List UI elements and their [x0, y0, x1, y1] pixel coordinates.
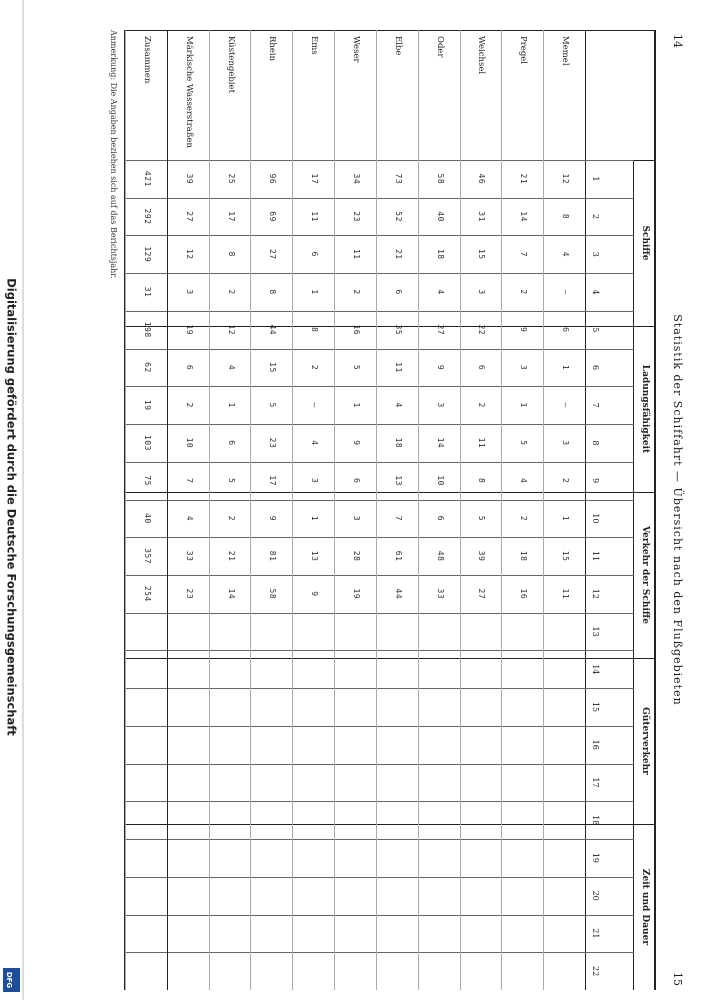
table-cell: 1 — [352, 402, 361, 408]
table-cell: 421 — [142, 170, 152, 187]
scan-edge — [22, 0, 24, 1000]
table-cell: 14 — [519, 211, 529, 222]
column-divider — [126, 726, 634, 727]
table-cell: 8 — [477, 478, 487, 484]
table-cell: 11 — [310, 211, 320, 222]
column-header: 21 — [591, 928, 600, 939]
table-cell: 27 — [435, 324, 445, 336]
table-cell: 5 — [268, 402, 278, 408]
row-rule — [292, 30, 293, 990]
table-cell: 8 — [268, 289, 278, 295]
table-cell: 4 — [393, 402, 403, 408]
page-title: Statistik der Schiffahrt — Übersicht nach den Flußgebieten — [671, 314, 684, 706]
table-cell: 4 — [519, 478, 529, 484]
column-header: 7 — [591, 402, 600, 408]
column-divider — [126, 915, 634, 916]
table-cell: 2 — [310, 364, 320, 371]
column-header: 16 — [591, 739, 600, 750]
row-rule — [209, 30, 210, 990]
table-cell: 40 — [435, 211, 445, 222]
column-divider — [126, 801, 634, 802]
table-cell: 15 — [561, 550, 571, 562]
row-rule — [543, 30, 544, 990]
table-cell: 12 — [184, 248, 194, 260]
column-header: 5 — [591, 327, 600, 333]
column-header: 18 — [591, 815, 600, 826]
table-cell: 8 — [310, 327, 320, 333]
rotated-table-sheet — [96, 30, 684, 990]
group-header: Güterverkehr — [640, 707, 650, 775]
column-divider — [126, 877, 634, 878]
row-rule — [167, 30, 168, 990]
table-cell: 4 — [561, 251, 571, 257]
table-cell: 11 — [393, 362, 403, 373]
column-header: 8 — [591, 440, 600, 446]
column-divider — [126, 349, 634, 350]
table-cell: 48 — [435, 550, 445, 562]
table-cell: 16 — [519, 588, 529, 600]
group-divider — [126, 824, 656, 825]
table-top-rule — [654, 30, 656, 990]
column-divider — [126, 575, 634, 576]
table-cell: 5 — [226, 478, 236, 484]
row-rule — [125, 30, 126, 990]
table-cell: 3 — [435, 402, 445, 408]
table-cell: 3 — [310, 478, 320, 484]
table-cell: — — [561, 402, 571, 408]
table-cell: — — [561, 289, 571, 295]
table-cell: 5 — [477, 515, 487, 522]
table-cell: 46 — [477, 173, 487, 185]
table-cell: 19 — [352, 588, 361, 600]
table-cell: 22 — [477, 324, 487, 336]
table-cell: 5 — [519, 440, 529, 446]
table-cell: 9 — [310, 591, 320, 597]
table-cell: 6 — [184, 364, 194, 371]
table-cell: 2 — [226, 515, 236, 522]
table-cell: 4 — [310, 440, 320, 446]
column-header: 19 — [591, 852, 600, 864]
table-cell: 96 — [268, 173, 278, 185]
table-cell: 2 — [561, 478, 571, 484]
table-grid — [96, 30, 684, 990]
table-cell: 14 — [435, 437, 445, 449]
table-cell: 17 — [268, 475, 278, 486]
column-header: 2 — [591, 214, 600, 220]
table-cell: 6 — [435, 515, 445, 522]
column-header: 22 — [591, 966, 600, 977]
row-label: Küstengebiet — [225, 36, 236, 93]
column-header: 11 — [591, 551, 600, 562]
table-cell: 25 — [226, 173, 236, 185]
column-divider — [126, 500, 634, 501]
column-header: 4 — [591, 289, 600, 295]
table-cell: 9 — [352, 440, 361, 446]
row-label: Weichsel — [476, 36, 487, 75]
table-cell: 13 — [310, 550, 320, 562]
table-cell: 81 — [268, 550, 278, 562]
table-cell: 2 — [184, 402, 194, 408]
table-cell: 31 — [142, 286, 152, 298]
column-header: 14 — [591, 664, 600, 675]
table-cell: 198 — [142, 321, 152, 338]
table-cell: 4 — [435, 289, 445, 295]
group-header: Verkehr der Schiffe — [640, 526, 650, 624]
row-rule — [250, 30, 251, 990]
column-header: 10 — [591, 513, 600, 524]
column-divider — [126, 424, 634, 425]
column-header: 17 — [591, 777, 600, 788]
table-cell: 44 — [393, 588, 403, 600]
group-divider — [126, 492, 656, 493]
table-cell: 6 — [226, 440, 236, 446]
row-label: Memel — [560, 36, 571, 66]
table-cell: 3 — [352, 515, 361, 522]
credit-text: Digitalisierung gefördert durch die Deutsche Forschungsgemeinschaft — [4, 278, 19, 736]
table-cell: 15 — [477, 248, 487, 260]
row-label: Rhein — [267, 36, 278, 62]
row-label: Weser — [351, 36, 361, 63]
table-cell: 12 — [226, 324, 236, 336]
column-divider — [126, 462, 634, 463]
row-rule — [418, 30, 419, 990]
row-label: Pregel — [518, 36, 529, 65]
table-cell: 39 — [184, 173, 194, 185]
column-header: 9 — [591, 478, 600, 484]
page-number-right: 15 — [671, 972, 684, 986]
row-rule — [376, 30, 377, 990]
table-cell: 39 — [477, 550, 487, 562]
table-cell: 9 — [268, 515, 278, 522]
group-header: Zeit und Dauer — [640, 868, 650, 946]
group-header: Ladungsfähigkeit — [640, 364, 650, 454]
table-cell: 27 — [477, 588, 487, 600]
column-divider — [126, 273, 634, 274]
table-cell: 6 — [561, 327, 571, 333]
column-divider — [126, 311, 634, 312]
table-cell: 19 — [142, 399, 152, 411]
table-cell: 254 — [142, 585, 152, 602]
table-cell: 1 — [226, 402, 236, 408]
column-divider — [126, 764, 634, 765]
table-cell: 7 — [519, 251, 529, 257]
table-cell: 18 — [519, 550, 529, 562]
column-header: 1 — [591, 176, 600, 182]
row-label: Ems — [309, 36, 320, 55]
column-divider — [126, 537, 634, 538]
table-footnote: Anmerkung: Die Angaben beziehen sich auf das Berichtsjahr. — [109, 30, 118, 279]
table-cell: 34 — [352, 173, 361, 185]
table-cell: 129 — [142, 246, 152, 263]
table-cell: 1 — [519, 402, 529, 408]
table-cell: 73 — [393, 173, 403, 185]
column-header: 12 — [591, 588, 600, 599]
table-cell: 21 — [519, 173, 529, 185]
table-cell: 27 — [184, 211, 194, 222]
table-cell: 9 — [519, 327, 529, 333]
table-cell: 4 — [226, 364, 236, 371]
table-cell: 18 — [435, 248, 445, 260]
table-cell: 12 — [561, 173, 571, 185]
table-cell: 17 — [226, 211, 236, 222]
table-cell: 61 — [393, 550, 403, 562]
table-cell: 1 — [561, 515, 571, 522]
table-cell: 5 — [352, 364, 361, 371]
table-cell: 23 — [352, 211, 361, 222]
column-header: 13 — [591, 626, 600, 637]
table-header-rule — [585, 30, 586, 990]
table-cell: 15 — [268, 362, 278, 373]
table-cell: 2 — [352, 289, 361, 295]
table-cell: 1 — [561, 364, 571, 371]
table-cell: 13 — [393, 475, 403, 486]
table-cell: 31 — [477, 211, 487, 222]
table-cell: 27 — [268, 248, 278, 260]
table-cell: 35 — [393, 324, 403, 336]
table-cell: 8 — [561, 213, 571, 220]
table-cell: 6 — [310, 251, 320, 257]
digitization-credit — [4, 40, 18, 970]
row-label: Märkische Wasserstraßen — [183, 36, 194, 149]
table-cell: 33 — [435, 588, 445, 600]
table-cell: 16 — [352, 324, 361, 336]
column-divider — [126, 198, 634, 199]
column-divider — [126, 650, 634, 651]
table-cell: 9 — [435, 364, 445, 371]
table-cell: 3 — [477, 289, 487, 295]
group-divider — [126, 326, 656, 327]
row-rule — [334, 30, 335, 990]
table-cell: 21 — [393, 248, 403, 260]
column-header: 3 — [591, 251, 600, 257]
table-cell: 75 — [142, 475, 152, 486]
table-cell: 58 — [435, 173, 445, 185]
row-label: Zusammen — [141, 36, 152, 84]
table-cell: 3 — [561, 440, 571, 446]
row-label: Oder — [434, 36, 445, 58]
table-cell: 11 — [561, 588, 571, 600]
row-label: Elbe — [392, 36, 403, 56]
table-cell: 18 — [393, 437, 403, 449]
table-cell: 2 — [477, 402, 487, 408]
column-header: 15 — [591, 701, 600, 713]
column-divider — [126, 613, 634, 614]
column-header: 6 — [591, 364, 600, 371]
column-header: 20 — [591, 890, 600, 901]
table-cell: 292 — [142, 208, 152, 225]
row-rule — [460, 30, 461, 990]
table-cell: 357 — [142, 548, 152, 565]
table-cell: 10 — [435, 475, 445, 486]
table-cell: 7 — [393, 515, 403, 522]
table-cell: 33 — [184, 550, 194, 562]
column-divider — [126, 386, 634, 387]
table-cell: 3 — [519, 364, 529, 371]
table-cell: 28 — [352, 550, 361, 562]
table-cell: 52 — [393, 211, 403, 222]
table-left-rule — [126, 30, 656, 31]
table-cell: 23 — [184, 588, 194, 600]
table-cell: 8 — [226, 251, 236, 257]
table-cell: 1 — [310, 515, 320, 522]
table-cell: 6 — [352, 478, 361, 484]
group-divider — [126, 658, 656, 659]
table-cell: 4 — [184, 515, 194, 522]
column-divider — [126, 952, 634, 953]
column-divider — [126, 839, 634, 840]
table-cell: 2 — [519, 515, 529, 522]
table-cell: 58 — [268, 588, 278, 600]
group-header: Schiffe — [640, 225, 650, 261]
table-cell: 10 — [184, 437, 194, 449]
table-cell: 2 — [226, 289, 236, 295]
dfg-logo-icon — [3, 968, 20, 992]
table-cell: 14 — [226, 588, 236, 600]
table-cell: 1 — [310, 289, 320, 295]
row-rule — [501, 30, 502, 990]
table-cell: 19 — [184, 324, 194, 336]
table-cell: 23 — [268, 437, 278, 449]
page-number-left: 14 — [671, 34, 684, 48]
table-cell: 11 — [477, 437, 487, 449]
dfg-logo-text: DFG — [5, 971, 14, 989]
table-cell: 3 — [184, 289, 194, 295]
table-cell: 44 — [268, 324, 278, 336]
table-cell: 69 — [268, 211, 278, 222]
table-cell: 6 — [477, 364, 487, 371]
table-cell: 62 — [142, 362, 152, 373]
table-cell: 103 — [142, 434, 152, 451]
table-cell: 40 — [142, 513, 152, 524]
table-cell: — — [310, 402, 320, 408]
table-cell: 2 — [519, 289, 529, 295]
column-divider — [126, 688, 634, 689]
table-cell: 7 — [184, 478, 194, 484]
table-cell: 17 — [310, 173, 320, 185]
column-divider — [126, 160, 634, 161]
table-cell: 11 — [352, 248, 361, 260]
column-divider — [126, 235, 634, 236]
table-cell: 6 — [393, 289, 403, 295]
table-cell: 21 — [226, 550, 236, 562]
